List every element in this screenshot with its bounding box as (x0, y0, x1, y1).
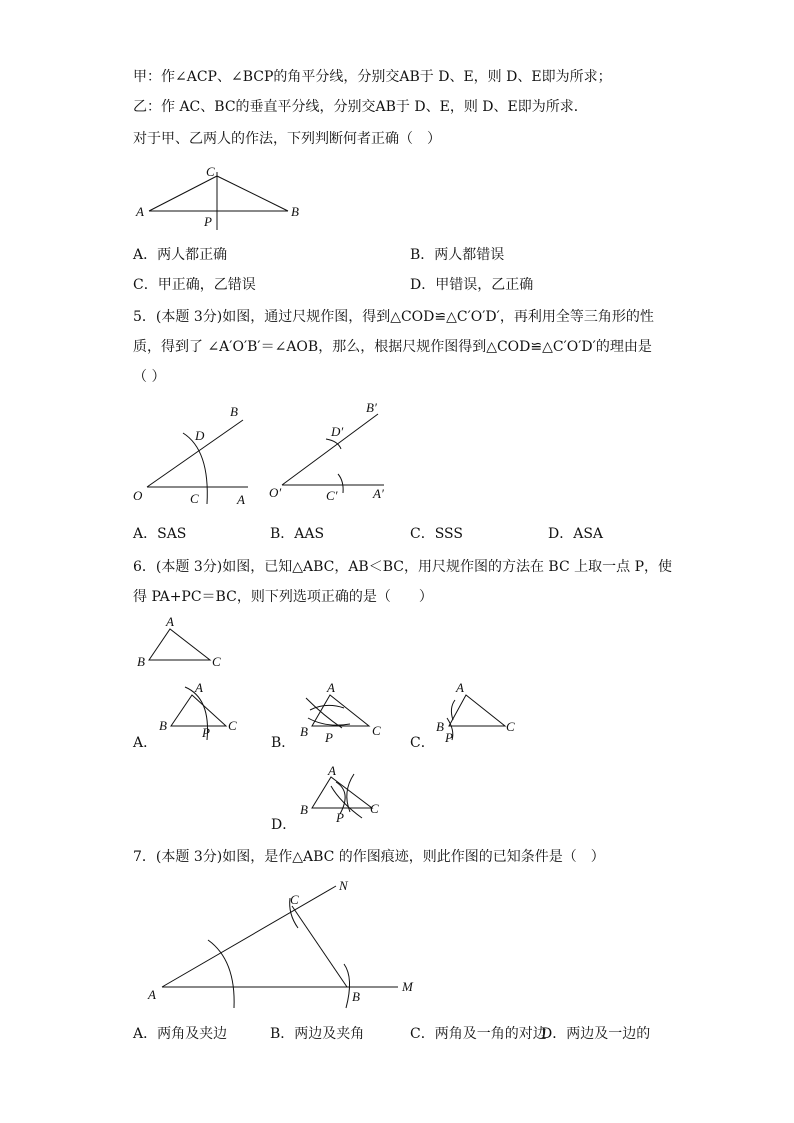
q5-right-label-o: O′ (269, 485, 282, 500)
q5-line1: 5．(本题 3分)如图，通过尺规作图，得到△COD≌△C′O′D′，再利用全等三角形的性 (133, 309, 654, 325)
q7-label-m: M (402, 979, 413, 994)
q6-a-label-p: P (202, 725, 210, 740)
q6-a-label-b: B (159, 718, 167, 733)
q5-line3: （ ） (133, 369, 166, 385)
q6-c-label-c: C (506, 719, 515, 734)
q4-option-a[interactable]: A．两人都正确 (133, 247, 228, 263)
q7-label-n: N (339, 878, 348, 893)
q6-line2: 得 PA+PC＝BC，则下列选项正确的是（ ） (133, 589, 433, 605)
q6-option-d[interactable]: D． (271, 817, 297, 833)
q6-option-b[interactable]: B． (271, 735, 296, 751)
q5-option-d[interactable]: D．ASA (548, 526, 604, 542)
q4-line-yi: 乙：作 AC、BC的垂直平分线，分别交AB于 D、E，则 D、E即为所求． (133, 99, 588, 115)
q6-line1: 6．(本题 3分)如图，已知△ABC，AB＜BC，用尺规作图的方法在 BC 上取一点 P，使 (133, 559, 673, 575)
q6-base-label-c: C (212, 654, 221, 669)
q6-b-label-a: A (327, 680, 335, 695)
q5-option-b[interactable]: B．AAS (270, 526, 325, 542)
q5-left-label-o: O (133, 488, 143, 503)
q4-line-jia: 甲：作∠ACP、∠BCP的角平分线，分别交AB于 D、E，则 D、E即为所求； (133, 69, 612, 85)
q4-question: 对于甲、乙两人的作法，下列判断何者正确（ ） (133, 131, 441, 147)
q7-option-a[interactable]: A．两角及夹边 (133, 1026, 228, 1042)
q6-c-label-p: P (445, 730, 453, 745)
q6-a-label-a: A (195, 680, 203, 695)
q7-option-d[interactable]: D．两边及一边的 (541, 1026, 651, 1042)
q5-right-label-c: C′ (326, 488, 338, 503)
q6-d-label-b: B (300, 802, 308, 817)
q5-left-label-b: B (230, 404, 238, 419)
q5-option-c[interactable]: C．SSS (410, 526, 463, 542)
q6-option-d-figure (296, 762, 391, 827)
q4-label-c: C (206, 164, 215, 179)
q4-option-c[interactable]: C．甲正确，乙错误 (133, 277, 256, 293)
q7-figure (140, 868, 440, 1013)
q6-d-label-p: P (336, 810, 344, 825)
q6-d-label-c: C (370, 801, 379, 816)
q6-c-label-b: B (436, 719, 444, 734)
q4-label-a: A (136, 204, 144, 219)
q5-figure-right (268, 397, 398, 509)
q7-option-c[interactable]: C．两角及一角的对边 (410, 1026, 547, 1042)
q7-option-b[interactable]: B．两边及夹角 (270, 1026, 365, 1042)
q4-option-d[interactable]: D．甲错误，乙正确 (410, 277, 534, 293)
q6-base-triangle (133, 614, 233, 674)
q5-line2: 质，得到了 ∠A′O′B′＝∠AOB，那么，根据尺规作图得到△COD≌△C′O′D′的理由是 (133, 339, 652, 355)
q6-b-label-c: C (372, 723, 381, 738)
q5-figure-left (130, 400, 260, 510)
q7-label-c: C (290, 892, 299, 907)
q6-a-label-c: C (228, 718, 237, 733)
q5-left-label-d: D (195, 428, 205, 443)
q5-option-a[interactable]: A．SAS (133, 526, 187, 542)
q7-label-a: A (148, 987, 156, 1002)
q6-option-a[interactable]: A． (133, 735, 158, 751)
q5-left-label-a: A (237, 492, 245, 507)
q6-option-c-figure (433, 680, 523, 745)
q6-option-c[interactable]: C． (410, 735, 435, 751)
q4-figure (130, 160, 310, 235)
q6-d-label-a: A (328, 763, 336, 778)
q5-right-label-a: A′ (373, 486, 384, 501)
q4-label-b: B (291, 204, 299, 219)
q6-base-label-a: A (166, 614, 174, 629)
q6-b-label-p: P (325, 730, 333, 745)
q6-b-label-b: B (300, 724, 308, 739)
q5-left-label-c: C (190, 491, 199, 506)
q7-line1: 7．(本题 3分)如图，是作△ABC 的作图痕迹，则此作图的已知条件是（ ） (133, 849, 605, 865)
q7-label-b: B (352, 989, 360, 1004)
q4-label-p: P (204, 214, 212, 229)
q6-option-a-figure (155, 680, 245, 745)
q6-c-label-a: A (456, 680, 464, 695)
q5-right-label-d: D′ (331, 424, 344, 439)
q4-option-b[interactable]: B．两人都错误 (410, 247, 505, 263)
q6-option-b-figure (296, 680, 391, 745)
q6-base-label-b: B (137, 654, 145, 669)
q5-right-label-b: B′ (366, 400, 377, 415)
